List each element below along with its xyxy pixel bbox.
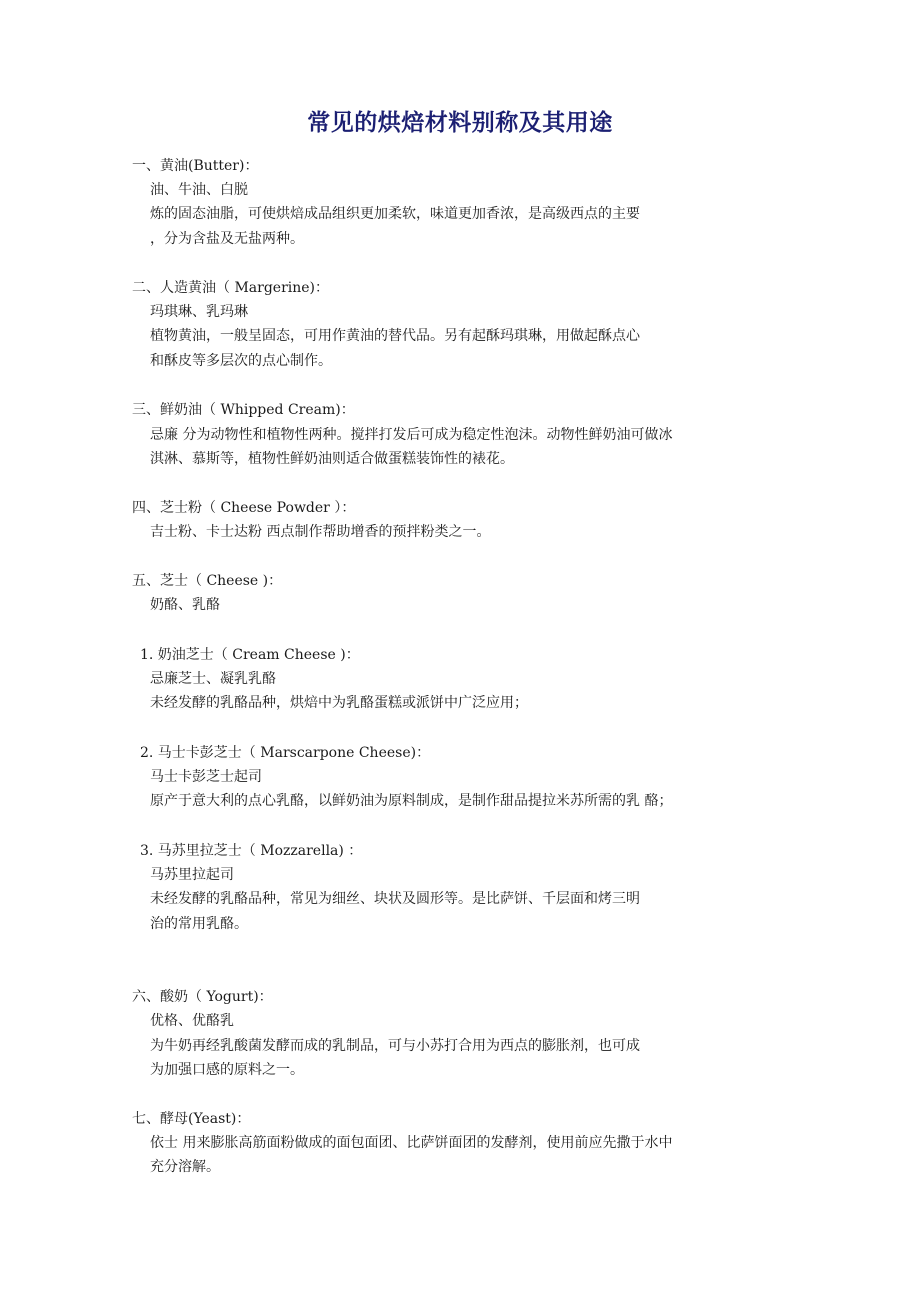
margarine-desc-line-2: 和酥皮等多层次的点心制作。 [150, 353, 332, 369]
section-heading-yogurt: 六、酸奶（ Yogurt)： [132, 989, 273, 1005]
subheading-cream-cheese: 1. 奶油芝士（ Cream Cheese )： [140, 647, 360, 663]
section-heading-margarine: 二、人造黄油（ Margerine)： [132, 280, 330, 296]
page-title: 常见的烘焙材料别称及其用途 [307, 109, 613, 136]
section-heading-cheese-powder: 四、芝士粉（ Cheese Powder ）： [132, 500, 356, 516]
yogurt-desc-line-1: 为牛奶再经乳酸菌发酵而成的乳制品，可与小苏打合用为西点的膨胀剂，也可成 [150, 1038, 640, 1054]
margarine-desc-line-1: 植物黄油，一般呈固态，可用作黄油的替代品。另有起酥玛琪琳，用做起酥点心 [150, 328, 640, 344]
cheese-aliases: 奶酪、乳酪 [150, 597, 220, 613]
section-heading-whipped-cream: 三、鲜奶油（ Whipped Cream)： [132, 402, 355, 418]
butter-aliases: 油、牛油、白脱 [150, 182, 248, 198]
butter-desc-line-2: ，分为含盐及无盐两种。 [150, 231, 304, 247]
whipped-cream-desc-line-1: 忌廉 分为动物性和植物性两种。搅拌打发后可成为稳定性泡沫。动物性鲜奶油可做冰 [150, 427, 673, 443]
mozzarella-desc-line-1: 未经发酵的乳酪品种，常见为细丝、块状及圆形等。是比萨饼、千层面和烤三明 [150, 891, 640, 907]
section-heading-cheese: 五、芝士（ Cheese )： [132, 573, 283, 589]
mascarpone-aliases: 马士卡彭芝士起司 [150, 769, 262, 785]
butter-desc-line-1: 炼的固态油脂，可使烘焙成品组织更加柔软，味道更加香浓，是高级西点的主要 [150, 206, 640, 222]
yogurt-desc-line-2: 为加强口感的原料之一。 [150, 1062, 304, 1078]
mascarpone-desc: 原产于意大利的点心乳酪，以鲜奶油为原料制成，是制作甜品提拉米苏所需的乳 酪； [150, 793, 673, 809]
section-heading-butter: 一、黄油(Butter)： [132, 158, 259, 174]
whipped-cream-desc-line-2: 淇淋、慕斯等，植物性鲜奶油则适合做蛋糕装饰性的裱花。 [150, 451, 514, 467]
cheese-powder-desc: 吉士粉、卡士达粉 西点制作帮助增香的预拌粉类之一。 [150, 524, 491, 540]
subheading-mozzarella: 3. 马苏里拉芝士（ Mozzarella) ： [140, 843, 363, 859]
margarine-aliases: 玛琪琳、乳玛琳 [150, 304, 248, 320]
yeast-desc-line-2: 充分溶解。 [150, 1159, 220, 1175]
yogurt-aliases: 优格、优酪乳 [150, 1013, 234, 1029]
mozzarella-desc-line-2: 治的常用乳酪。 [150, 916, 248, 932]
yeast-desc-line-1: 依士 用来膨胀高筋面粉做成的面包面团、比萨饼面团的发酵剂，使用前应先撒于水中 [150, 1135, 673, 1151]
cream-cheese-aliases: 忌廉芝士、凝乳乳酪 [150, 671, 276, 687]
subheading-mascarpone: 2. 马士卡彭芝士（ Marscarpone Cheese)： [140, 745, 431, 761]
cream-cheese-desc: 未经发酵的乳酪品种，烘焙中为乳酪蛋糕或派饼中广泛应用； [150, 695, 528, 711]
mozzarella-aliases: 马苏里拉起司 [150, 867, 234, 883]
section-heading-yeast: 七、酵母(Yeast)： [132, 1111, 251, 1127]
